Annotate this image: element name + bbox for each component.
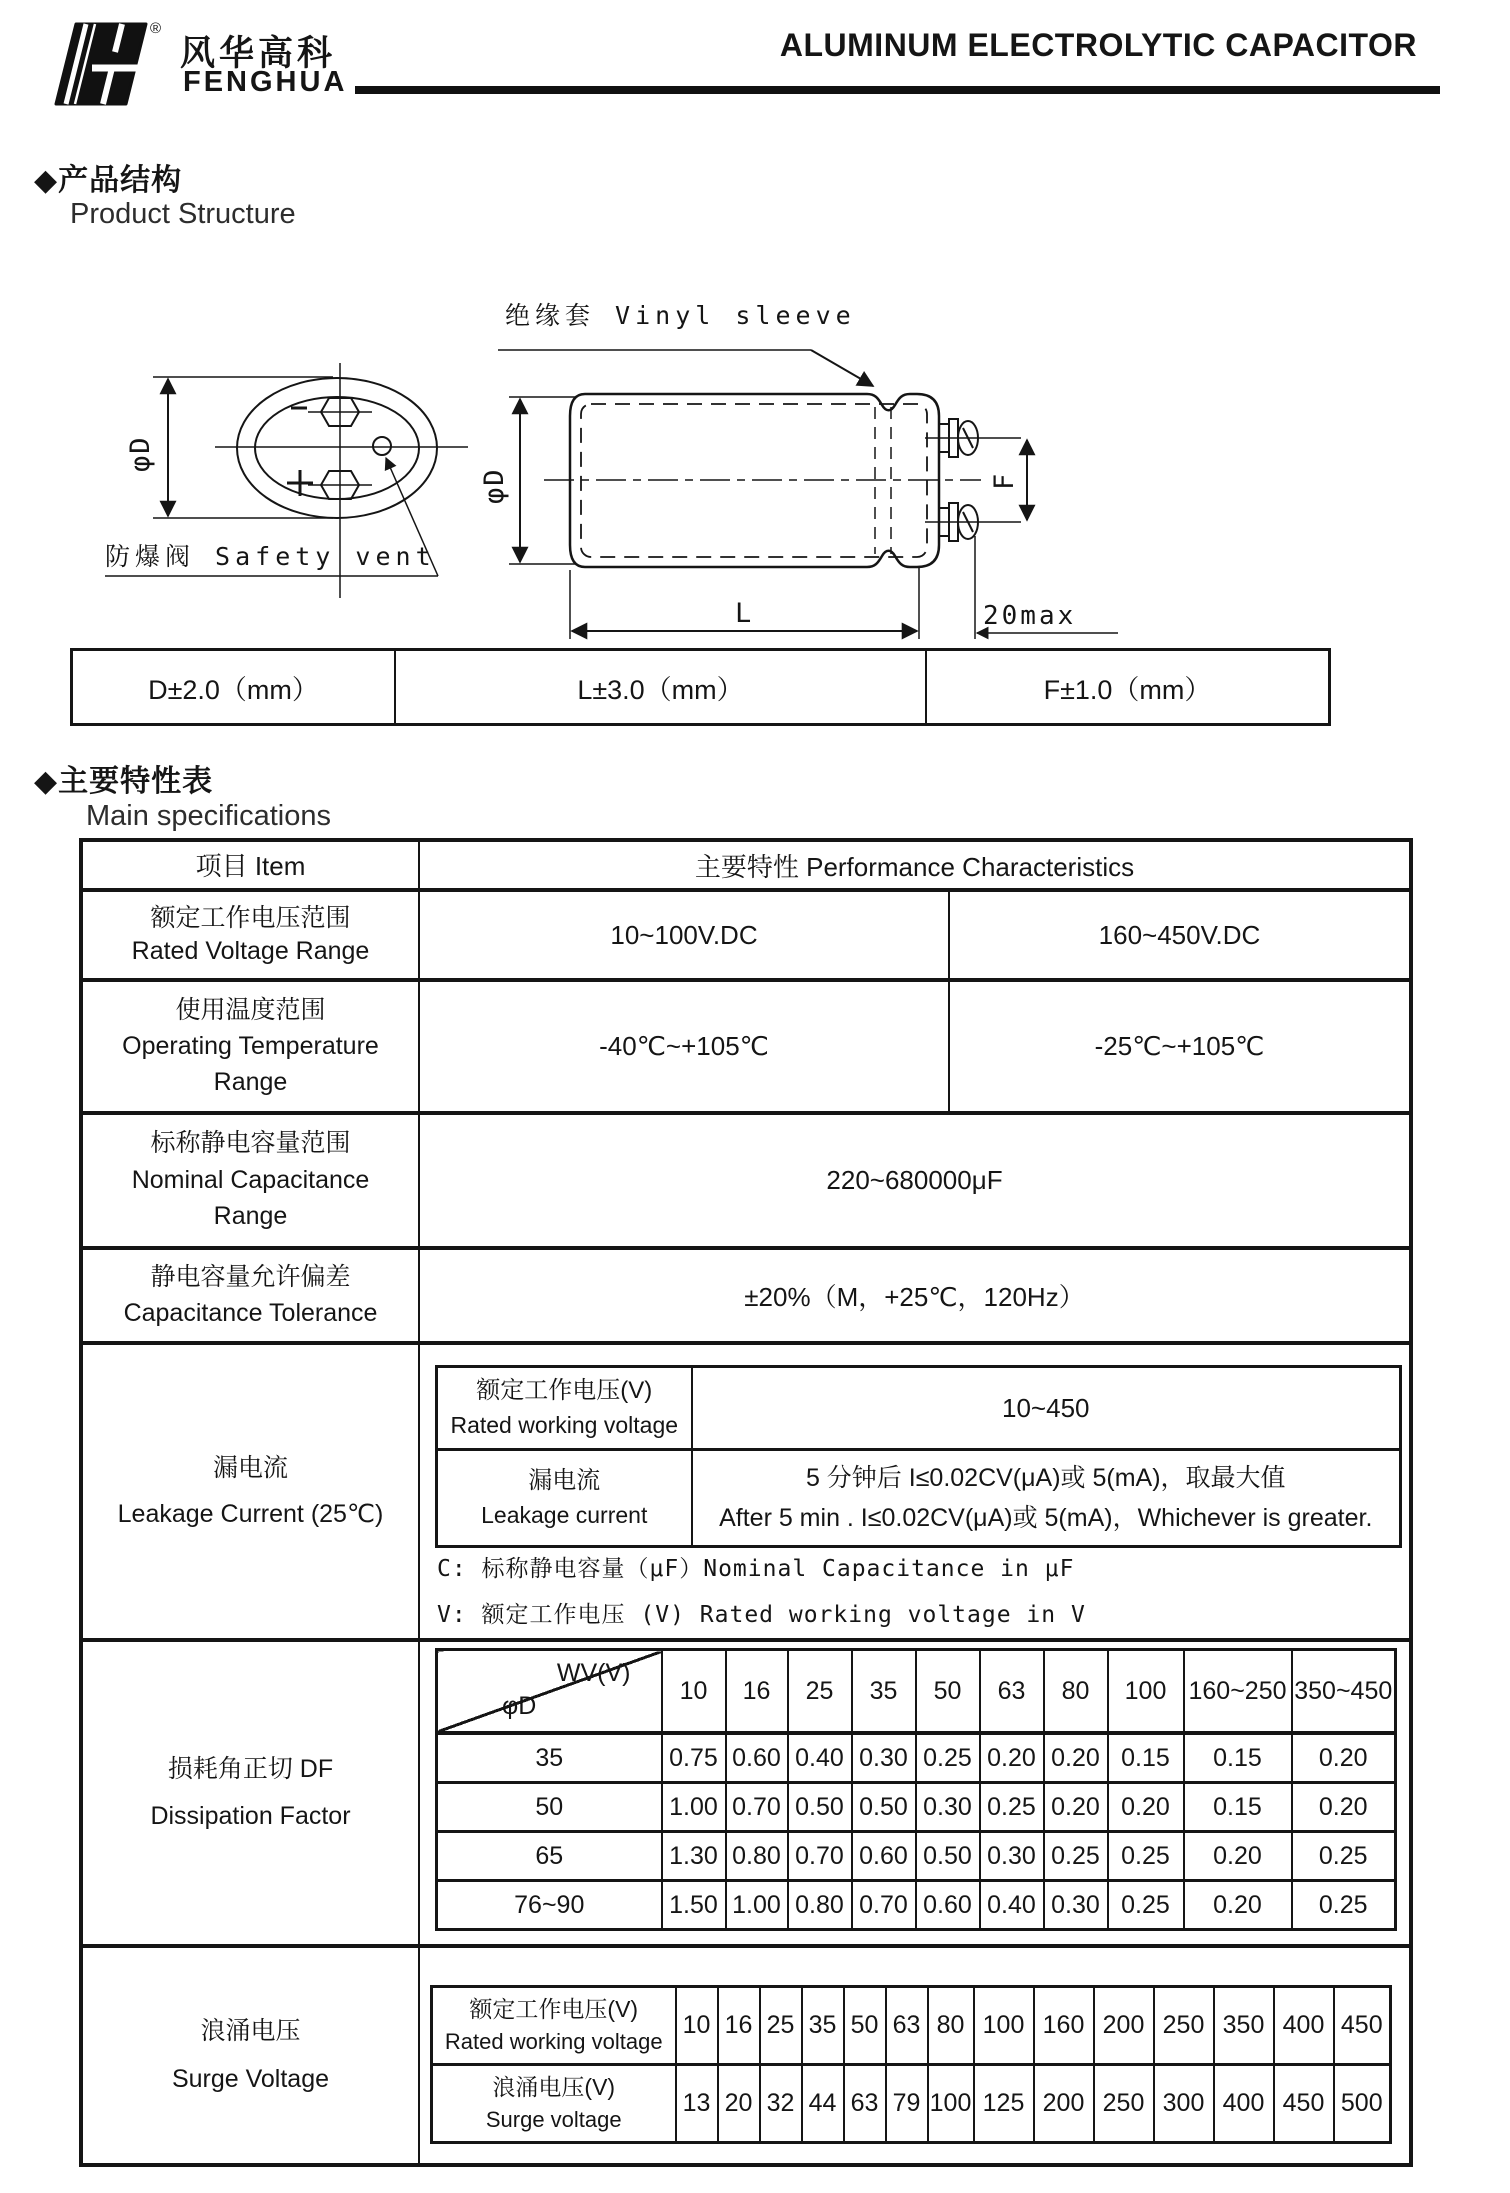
df-value: 0.25: [1044, 1832, 1108, 1881]
df-value: 0.80: [726, 1832, 788, 1881]
column-header-performance: 主要特性 Performance Characteristics: [694, 851, 1135, 882]
row-rated-voltage: [83, 892, 1409, 982]
page-title: ALUMINUM ELECTROLYTIC CAPACITOR: [779, 27, 1417, 63]
df-col-header: 100: [1108, 1650, 1184, 1734]
surge-wv-value: 250: [1154, 1987, 1214, 2065]
surge-label-en: Surge Voltage: [171, 2064, 330, 2093]
surge-wv-value: 16: [718, 1987, 760, 2065]
df-col-header: 160~250: [1184, 1650, 1292, 1734]
leakage-spec-cell: [692, 1450, 1401, 1547]
df-value: 0.60: [726, 1733, 788, 1783]
df-value: 0.60: [916, 1881, 980, 1930]
tolerance-value: ±20%（M，+25℃，120Hz）: [744, 1282, 1085, 1312]
dimension-tolerance-table: [70, 648, 1331, 726]
df-value: 0.20: [1184, 1881, 1292, 1930]
surge-wv-value: 350: [1214, 1987, 1274, 2065]
surge-wv-value: 63: [886, 1987, 928, 2065]
df-col-header: 63: [980, 1650, 1044, 1734]
rated-voltage-label-en: Rated Voltage Range: [131, 937, 370, 966]
leakage-rwv-label-cell: [437, 1367, 692, 1450]
df-value: 0.25: [1108, 1832, 1184, 1881]
header-rule: [355, 86, 1440, 94]
row-operating-temperature: [83, 982, 1409, 1115]
length-dim-label: L: [735, 598, 754, 629]
row-capacitance-tolerance: [83, 1250, 1409, 1345]
surge-wv-cn: 额定工作电压(V): [469, 1995, 639, 2022]
df-value: 0.60: [852, 1832, 916, 1881]
surge-wv-value: 160: [1034, 1987, 1094, 2065]
df-value: 0.50: [916, 1832, 980, 1881]
safety-vent-label: 防爆阀 Safety vent: [105, 542, 436, 571]
df-value: 0.30: [1044, 1881, 1108, 1930]
df-value: 0.20: [1044, 1733, 1108, 1783]
tolerance-cell-d: D±2.0（mm）: [148, 674, 319, 705]
df-value: 0.80: [788, 1881, 852, 1930]
df-col-header: 80: [1044, 1650, 1108, 1734]
df-col-header: 50: [916, 1650, 980, 1734]
surge-sv-value: 32: [760, 2065, 802, 2143]
df-value: 1.00: [726, 1881, 788, 1930]
row-nominal-capacitance: [83, 1115, 1409, 1250]
df-value: 0.20: [1044, 1783, 1108, 1832]
df-value: 0.70: [726, 1783, 788, 1832]
df-row-label: 35: [437, 1733, 662, 1783]
df-row-label: 76~90: [437, 1881, 662, 1930]
capacitance-label-en1: Nominal Capacitance: [131, 1165, 370, 1194]
tolerance-label-en: Capacitance Tolerance: [123, 1298, 378, 1327]
surge-wv-value: 50: [844, 1987, 886, 2065]
temperature-label-en2: Range: [213, 1067, 288, 1096]
surge-voltage-subtable: [430, 1985, 1392, 2144]
surge-sv-en: Surge voltage: [485, 2107, 622, 2133]
leakage-rwv-value: 10~450: [692, 1367, 1401, 1450]
table-header-row: [83, 842, 1409, 892]
row-surge-voltage: [83, 1948, 1409, 2163]
leakage-note-v: V: 额定工作电压 (V) Rated working voltage in V: [437, 1602, 1086, 1628]
df-data-row: [437, 1881, 1396, 1930]
surge-wv-value: 200: [1094, 1987, 1154, 2065]
tolerance-cell-f: F±1.0（mm）: [925, 651, 1328, 723]
row-leakage-current: [83, 1345, 1409, 1642]
row-dissipation-factor: [83, 1642, 1409, 1948]
df-corner-wv: WV(V): [556, 1659, 631, 1687]
brand-name-cn: 风华高科: [180, 34, 337, 73]
safety-vent-icon: [373, 437, 391, 455]
leakage-rwv-en: Rated working voltage: [450, 1411, 679, 1438]
surge-wv-value: 10: [676, 1987, 718, 2065]
section-heading-product-structure-cn: ◆产品结构: [34, 164, 183, 197]
df-data-row: [437, 1832, 1396, 1881]
df-value: 0.30: [852, 1733, 916, 1783]
df-value: 0.15: [1108, 1733, 1184, 1783]
temperature-low: -40℃~+105℃: [420, 982, 950, 1111]
section-heading-main-specs-en: Main specifications: [86, 800, 331, 832]
df-value: 0.25: [1108, 1881, 1184, 1930]
df-col-header: 25: [788, 1650, 852, 1734]
df-value: 0.30: [916, 1783, 980, 1832]
surge-wv-value: 35: [802, 1987, 844, 2065]
df-value: 0.25: [1292, 1881, 1396, 1930]
df-corner-cell: [437, 1650, 662, 1734]
df-value: 1.00: [662, 1783, 726, 1832]
surge-wv-value: 450: [1334, 1987, 1391, 2065]
df-value: 0.20: [1292, 1733, 1396, 1783]
df-value: 0.15: [1184, 1783, 1292, 1832]
df-value: 0.50: [852, 1783, 916, 1832]
df-corner-phid: φD: [502, 1692, 537, 1720]
capacitance-value: 220~680000μF: [826, 1165, 1003, 1195]
surge-wv-row: [432, 1987, 1391, 2065]
surge-wv-label-cell: [432, 1987, 676, 2065]
df-value: 0.15: [1184, 1733, 1292, 1783]
df-value: 0.75: [662, 1733, 726, 1783]
brand-name-en: FENGHUA: [183, 66, 348, 98]
capacitor-diagram: [105, 258, 1190, 650]
surge-sv-value: 44: [802, 2065, 844, 2143]
leakage-rwv-cn: 额定工作电压(V): [476, 1376, 653, 1404]
df-value: 0.50: [788, 1783, 852, 1832]
surge-sv-value: 250: [1094, 2065, 1154, 2143]
diameter-dim-label-end-view: φD: [125, 435, 156, 472]
surge-wv-value: 25: [760, 1987, 802, 2065]
lead-spacing-dim-label: F: [989, 471, 1020, 490]
tolerance-cell-l: L±3.0（mm）: [394, 651, 925, 723]
leakage-label-cn: 漏电流: [212, 1454, 288, 1483]
surge-wv-value: 80: [928, 1987, 974, 2065]
df-value: 1.50: [662, 1881, 726, 1930]
diameter-dim-label-side-view: φD: [479, 467, 510, 504]
df-value: 0.25: [916, 1733, 980, 1783]
leakage-lc-cn: 漏电流: [528, 1466, 601, 1494]
df-label-en: Dissipation Factor: [150, 1802, 351, 1830]
df-value: 0.30: [980, 1832, 1044, 1881]
tolerance-label-cn: 静电容量允许偏差: [150, 1263, 351, 1292]
df-col-header: 10: [662, 1650, 726, 1734]
leakage-label-en: Leakage Current (25℃): [117, 1499, 384, 1528]
df-data-row: [437, 1783, 1396, 1832]
capacitance-label-cn: 标称静电容量范围: [150, 1129, 351, 1158]
surge-sv-value: 400: [1214, 2065, 1274, 2143]
df-value: 0.20: [1292, 1783, 1396, 1832]
registered-mark: ®: [150, 20, 162, 37]
surge-sv-value: 200: [1034, 2065, 1094, 2143]
leakage-spec-line2: After 5 min . I≤0.02CV(μA)或 5(mA)，Whichever is greater.: [719, 1504, 1373, 1532]
leakage-lc-label-cell: [437, 1450, 692, 1547]
surge-wv-en: Rated working voltage: [444, 2029, 663, 2055]
df-value: 0.20: [1108, 1783, 1184, 1832]
df-col-header: 350~450: [1292, 1650, 1396, 1734]
surge-sv-value: 100: [928, 2065, 974, 2143]
rated-voltage-label-cn: 额定工作电压范围: [150, 903, 351, 932]
df-col-header: 16: [726, 1650, 788, 1734]
df-value: 0.20: [1184, 1832, 1292, 1881]
temperature-high: -25℃~+105℃: [1094, 1031, 1265, 1061]
df-value: 0.25: [980, 1783, 1044, 1832]
surge-sv-value: 450: [1274, 2065, 1334, 2143]
fenghua-logo-icon: [40, 22, 152, 106]
column-header-item: 项目 Item: [83, 842, 420, 888]
df-value: 1.30: [662, 1832, 726, 1881]
df-value: 0.40: [788, 1733, 852, 1783]
temperature-label-cn: 使用温度范围: [175, 995, 326, 1024]
df-header-row: [437, 1650, 1396, 1734]
df-value: 0.40: [980, 1881, 1044, 1930]
df-data-row: [437, 1733, 1396, 1783]
df-row-label: 50: [437, 1783, 662, 1832]
surge-sv-row: [432, 2065, 1391, 2143]
surge-sv-value: 500: [1334, 2065, 1391, 2143]
df-label-cn: 损耗角正切 DF: [167, 1754, 334, 1783]
surge-sv-value: 20: [718, 2065, 760, 2143]
df-col-header: 35: [852, 1650, 916, 1734]
surge-sv-value: 300: [1154, 2065, 1214, 2143]
surge-sv-cn: 浪涌电压(V): [492, 2073, 616, 2100]
surge-sv-value: 63: [844, 2065, 886, 2143]
leakage-lc-en: Leakage current: [481, 1501, 648, 1528]
surge-wv-value: 100: [974, 1987, 1034, 2065]
rated-voltage-low: 10~100V.DC: [420, 892, 950, 978]
df-value: 0.20: [980, 1733, 1044, 1783]
dissipation-factor-subtable: [435, 1648, 1397, 1931]
surge-label-cn: 浪涌电压: [200, 2017, 301, 2046]
main-specifications-table: [79, 838, 1413, 2167]
leakage-spec-line1: 5 分钟后 I≤0.02CV(μA)或 5(mA)，取最大值: [805, 1464, 1286, 1492]
surge-sv-value: 79: [886, 2065, 928, 2143]
surge-sv-value: 125: [974, 2065, 1034, 2143]
leakage-note-c: C: 标称静电容量（μF）Nominal Capacitance in μF: [437, 1556, 1075, 1582]
df-row-label: 65: [437, 1832, 662, 1881]
surge-sv-label-cell: [432, 2065, 676, 2143]
surge-sv-value: 13: [676, 2065, 718, 2143]
temperature-label-en1: Operating Temperature: [122, 1031, 379, 1060]
vinyl-sleeve-label: 绝缘套 Vinyl sleeve: [505, 301, 856, 330]
rated-voltage-high: 160~450V.DC: [1098, 919, 1261, 950]
df-value: 0.70: [788, 1832, 852, 1881]
df-value: 0.70: [852, 1881, 916, 1930]
section-heading-main-specs-cn: ◆主要特性表: [34, 765, 214, 798]
terminal-max-label: 20max: [983, 601, 1077, 631]
capacitance-label-en2: Range: [213, 1202, 288, 1231]
df-value: 0.25: [1292, 1832, 1396, 1881]
leakage-current-subtable: [435, 1365, 1402, 1548]
surge-wv-value: 400: [1274, 1987, 1334, 2065]
section-heading-product-structure-en: Product Structure: [70, 198, 296, 230]
